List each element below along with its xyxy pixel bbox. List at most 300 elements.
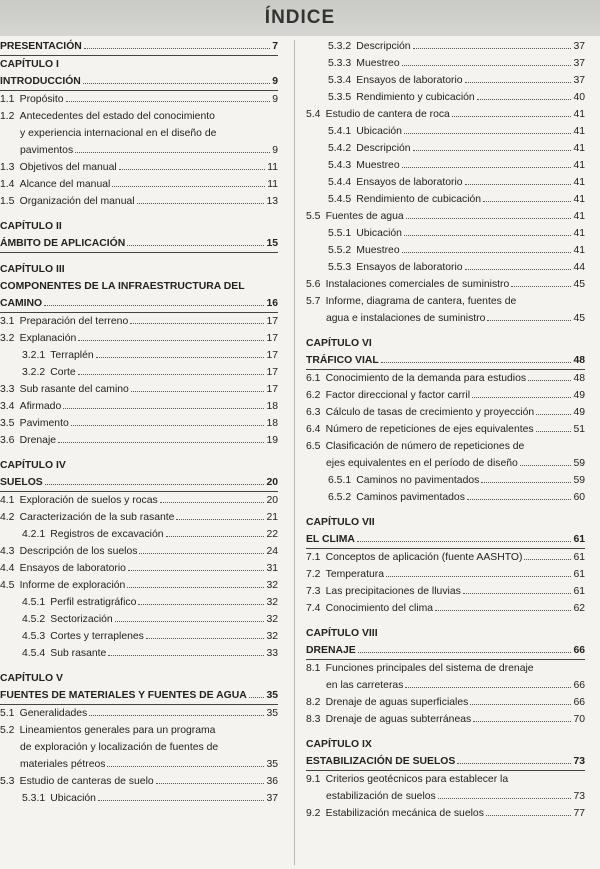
toc-entry-label: 1.4 Alcance del manual xyxy=(0,179,111,190)
toc-entry xyxy=(306,276,585,293)
leader-dots xyxy=(405,687,571,688)
toc-line xyxy=(306,421,585,438)
toc-page-number: 13 xyxy=(266,196,278,207)
toc-line xyxy=(306,106,585,123)
toc-entry-label: 3.5 Pavimento xyxy=(0,418,69,429)
toc-page-number: 17 xyxy=(266,316,278,327)
toc-line xyxy=(306,753,585,770)
toc-line xyxy=(306,549,585,566)
leader-dots xyxy=(89,715,264,716)
toc-entry xyxy=(306,55,585,72)
leader-dots xyxy=(108,655,264,656)
leader-dots xyxy=(435,610,571,611)
leader-dots xyxy=(75,152,270,153)
toc-page-number: 41 xyxy=(573,143,585,154)
toc-page-number: 59 xyxy=(573,475,585,486)
toc-entry xyxy=(306,157,585,174)
leader-dots xyxy=(465,82,572,83)
toc-line xyxy=(328,89,585,106)
toc-line xyxy=(306,455,585,472)
toc-page-number: 19 xyxy=(266,435,278,446)
toc-line xyxy=(306,387,585,404)
leader-dots xyxy=(138,604,264,605)
toc-entry xyxy=(306,566,585,583)
toc-entry-label: 6.2 Factor direccional y factor carril xyxy=(306,390,470,401)
leader-dots xyxy=(473,721,571,722)
toc-line xyxy=(0,492,278,509)
leader-dots xyxy=(45,484,265,485)
toc-entry xyxy=(0,364,278,381)
leader-dots xyxy=(98,800,265,801)
toc-entry-label: 5.6 Instalaciones comerciales de suministro xyxy=(306,279,510,290)
toc-entry xyxy=(0,38,278,56)
toc-entry xyxy=(0,176,278,193)
column-divider xyxy=(294,40,295,865)
leader-dots xyxy=(477,99,572,100)
toc-page-number: 45 xyxy=(573,279,585,290)
toc-entry xyxy=(0,347,278,364)
toc-entry xyxy=(306,404,585,421)
toc-line xyxy=(328,55,585,72)
leader-dots xyxy=(78,374,265,375)
toc-line xyxy=(0,73,278,90)
leader-dots xyxy=(127,587,264,588)
toc-entry xyxy=(306,421,585,438)
toc-line xyxy=(0,235,278,252)
chapter-heading: CAPÍTULO IX xyxy=(306,739,372,750)
toc-page-number: 20 xyxy=(266,477,278,488)
toc-entry xyxy=(0,628,278,645)
toc-entry xyxy=(0,560,278,577)
leader-dots xyxy=(96,357,265,358)
toc-entry-label: agua e instalaciones de suministro xyxy=(326,313,486,324)
toc-line xyxy=(0,705,278,722)
toc-entry-label: 5.3.4 Ensayos de laboratorio xyxy=(328,75,463,86)
toc-entry xyxy=(0,492,278,509)
leader-dots xyxy=(44,305,264,306)
toc-page-number: 61 xyxy=(573,534,585,545)
toc-entry-label: CAMINO xyxy=(0,298,43,309)
toc-entry xyxy=(0,645,278,662)
leader-dots xyxy=(176,519,264,520)
toc-entry xyxy=(0,509,278,526)
toc-page-number: 70 xyxy=(573,714,585,725)
toc-line xyxy=(306,208,585,225)
toc-page-number: 7 xyxy=(272,41,278,52)
toc-page-number: 48 xyxy=(573,355,585,366)
toc-entry xyxy=(306,225,585,242)
toc-entry xyxy=(0,722,278,773)
toc-line xyxy=(0,295,278,312)
toc-line xyxy=(306,566,585,583)
toc-page-number: 44 xyxy=(573,262,585,273)
leader-dots xyxy=(131,391,265,392)
toc-entry-text-line: 1.2 Antecedentes del estado del conocimiento xyxy=(0,111,215,122)
toc-entry xyxy=(306,259,585,276)
toc-page-number: 37 xyxy=(573,58,585,69)
leader-dots xyxy=(472,397,571,398)
toc-page-number: 37 xyxy=(573,75,585,86)
leader-dots xyxy=(58,442,264,443)
toc-line xyxy=(0,474,278,491)
toc-entry xyxy=(0,73,278,91)
toc-entry-label: 1.3 Objetivos del manual xyxy=(0,162,117,173)
toc-entry-label: 5.4.5 Rendimiento de cubicación xyxy=(328,194,482,205)
toc-entry-label: 5.5.1 Ubicación xyxy=(328,228,402,239)
toc-line xyxy=(328,489,585,506)
chapter-heading: CAPÍTULO IV xyxy=(0,460,66,471)
toc-entry xyxy=(306,174,585,191)
spacer xyxy=(0,662,278,670)
toc-entry-label: PRESENTACIÓN xyxy=(0,41,82,52)
leader-dots xyxy=(413,150,572,151)
toc-entry-label: 5.1 Generalidades xyxy=(0,708,88,719)
toc-page-number: 41 xyxy=(573,194,585,205)
toc-page-number: 17 xyxy=(266,384,278,395)
toc-page-number: 73 xyxy=(573,791,585,802)
leader-dots xyxy=(467,499,572,500)
toc-right-column xyxy=(306,38,585,822)
leader-dots xyxy=(470,704,571,705)
chapter-heading: CAPÍTULO II xyxy=(0,221,62,232)
toc-line xyxy=(328,191,585,208)
toc-entry xyxy=(306,352,585,370)
leader-dots xyxy=(78,340,264,341)
toc-entry xyxy=(306,642,585,660)
toc-entry-label: 1.1 Propósito xyxy=(0,94,64,105)
leader-dots xyxy=(536,431,572,432)
leader-dots xyxy=(483,201,571,202)
toc-line xyxy=(328,72,585,89)
spacer xyxy=(306,506,585,514)
toc-page-number: 41 xyxy=(573,160,585,171)
toc-entry xyxy=(306,140,585,157)
toc-page-number: 17 xyxy=(266,367,278,378)
toc-line xyxy=(22,347,278,364)
toc-entry xyxy=(306,106,585,123)
toc-left-column xyxy=(0,38,278,807)
toc-line xyxy=(328,259,585,276)
toc-line xyxy=(328,225,585,242)
toc-line xyxy=(0,577,278,594)
toc-entry xyxy=(306,694,585,711)
toc-entry-text-line: 9.1 Criterios geotécnicos para establecer la xyxy=(306,774,509,785)
leader-dots xyxy=(536,414,571,415)
toc-entry-label: 5.3.5 Rendimiento y cubicación xyxy=(328,92,475,103)
toc-line xyxy=(22,526,278,543)
toc-entry-label: FUENTES DE MATERIALES Y FUENTES DE AGUA xyxy=(0,690,247,701)
toc-entry xyxy=(306,72,585,89)
toc-entry-label: 4.4 Ensayos de laboratorio xyxy=(0,563,126,574)
toc-entry xyxy=(0,790,278,807)
toc-entry-label: 8.2 Drenaje de aguas superficiales xyxy=(306,697,469,708)
toc-entry-label: 4.2.1 Registros de excavación xyxy=(22,529,164,540)
toc-entry xyxy=(306,600,585,617)
toc-page-number: 21 xyxy=(266,512,278,523)
toc-page-number: 9 xyxy=(272,94,278,105)
toc-entry-label: 3.4 Afirmado xyxy=(0,401,62,412)
toc-page-number: 35 xyxy=(266,708,278,719)
chapter-heading: CAPÍTULO VII xyxy=(306,517,375,528)
toc-entry-label: 7.3 Las precipitaciones de lluvias xyxy=(306,586,461,597)
leader-dots xyxy=(487,320,571,321)
toc-entry-text-line: 5.2 Lineamientos generales para un programa xyxy=(0,725,216,736)
toc-entry-label: 4.5.1 Perfil estratigráfico xyxy=(22,597,137,608)
toc-page-number: 18 xyxy=(266,401,278,412)
toc-entry xyxy=(306,370,585,387)
chapter-heading: CAPÍTULO VIII xyxy=(306,628,378,639)
leader-dots xyxy=(463,593,572,594)
toc-page-number: 22 xyxy=(266,529,278,540)
toc-page-number: 33 xyxy=(266,648,278,659)
leader-dots xyxy=(406,218,572,219)
toc-entry-label: 4.5 Informe de exploración xyxy=(0,580,126,591)
toc-line xyxy=(306,276,585,293)
toc-line xyxy=(306,805,585,822)
toc-entry xyxy=(306,242,585,259)
leader-dots xyxy=(112,186,265,187)
leader-dots xyxy=(130,323,264,324)
spacer xyxy=(306,327,585,335)
toc-entry xyxy=(306,660,585,694)
toc-entry xyxy=(0,611,278,628)
toc-line xyxy=(328,140,585,157)
leader-dots xyxy=(402,65,572,66)
leader-dots xyxy=(486,815,572,816)
toc-page-number: 41 xyxy=(573,177,585,188)
toc-entry-label: 6.5.2 Caminos pavimentados xyxy=(328,492,465,503)
leader-dots xyxy=(465,269,572,270)
toc-line xyxy=(0,142,278,159)
toc-entry xyxy=(306,531,585,549)
leader-dots xyxy=(156,783,265,784)
toc-entry xyxy=(0,330,278,347)
toc-line xyxy=(306,404,585,421)
toc-line xyxy=(0,509,278,526)
toc-entry xyxy=(306,489,585,506)
toc-entry-text-line: 5.7 Informe, diagrama de cantera, fuentes de xyxy=(306,296,517,307)
toc-entry xyxy=(306,208,585,225)
spacer xyxy=(306,617,585,625)
toc-line xyxy=(0,330,278,347)
toc-entry xyxy=(306,753,585,771)
toc-entry xyxy=(0,687,278,705)
toc-line xyxy=(306,642,585,659)
toc-entry-label: 5.5.2 Muestreo xyxy=(328,245,400,256)
toc-line xyxy=(306,370,585,387)
chapter-heading: CAPÍTULO I xyxy=(0,59,59,70)
toc-entry-label: en las carreteras xyxy=(326,680,404,691)
toc-line xyxy=(306,531,585,548)
toc-page-number: 35 xyxy=(266,690,278,701)
toc-entry-label: 4.2 Caracterización de la sub rasante xyxy=(0,512,175,523)
leader-dots xyxy=(84,48,270,49)
toc-entry xyxy=(0,381,278,398)
toc-entry-label: TRÁFICO VIAL xyxy=(306,355,379,366)
toc-entry-label: 4.5.3 Cortes y terraplenes xyxy=(22,631,144,642)
toc-entry-label: ejes equivalentes en el período de diseño xyxy=(326,458,518,469)
toc-entry-label: 4.1 Exploración de suelos y rocas xyxy=(0,495,158,506)
toc-page-number: 49 xyxy=(573,390,585,401)
toc-page-number: 45 xyxy=(573,313,585,324)
toc-entry xyxy=(306,89,585,106)
toc-page-number: 61 xyxy=(573,552,585,563)
toc-entry-label: 3.6 Drenaje xyxy=(0,435,57,446)
toc-entry xyxy=(306,123,585,140)
toc-page-number: 24 xyxy=(266,546,278,557)
toc-page-number: 41 xyxy=(573,228,585,239)
toc-line xyxy=(306,600,585,617)
toc-page-number: 16 xyxy=(266,298,278,309)
toc-page-number: 11 xyxy=(267,179,278,190)
leader-dots xyxy=(71,425,265,426)
toc-entry xyxy=(0,313,278,330)
toc-entry-label: 5.3.1 Ubicación xyxy=(22,793,96,804)
toc-page-number: 61 xyxy=(573,586,585,597)
chapter-heading: CAPÍTULO V xyxy=(0,673,63,684)
toc-page-number: 62 xyxy=(573,603,585,614)
toc-entry-label: 8.3 Drenaje de aguas subterráneas xyxy=(306,714,472,725)
toc-line xyxy=(0,193,278,210)
toc-entry-label: 7.2 Temperatura xyxy=(306,569,384,580)
toc-line xyxy=(0,432,278,449)
toc-line xyxy=(22,611,278,628)
toc-entry-label: 5.4.1 Ubicación xyxy=(328,126,402,137)
toc-page-number: 66 xyxy=(573,645,585,656)
toc-page-number: 35 xyxy=(266,759,278,770)
toc-entry-label: 7.4 Conocimiento del clima xyxy=(306,603,434,614)
toc-entry xyxy=(0,705,278,722)
toc-entry xyxy=(306,438,585,472)
toc-entry-label: 5.3 Estudio de canteras de suelo xyxy=(0,776,154,787)
toc-entry-label: 3.2.2 Corte xyxy=(22,367,76,378)
leader-dots xyxy=(413,48,572,49)
toc-line xyxy=(328,157,585,174)
toc-entry-label: 5.4 Estudio de cantera de roca xyxy=(306,109,450,120)
leader-dots xyxy=(386,576,571,577)
toc-entry-text-line: 8.1 Funciones principales del sistema de drenaje xyxy=(306,663,534,674)
leader-dots xyxy=(481,482,571,483)
leader-dots xyxy=(107,766,264,767)
toc-line xyxy=(306,352,585,369)
toc-entry xyxy=(0,398,278,415)
toc-line xyxy=(0,38,278,55)
toc-entry-label: 4.3 Descripción de los suelos xyxy=(0,546,138,557)
toc-entry-text-line: y experiencia internacional en el diseño de xyxy=(20,128,217,139)
leader-dots xyxy=(358,652,572,653)
toc-line xyxy=(22,790,278,807)
toc-entry-label: 5.5 Fuentes de agua xyxy=(306,211,404,222)
toc-entry xyxy=(306,472,585,489)
toc-entry-label: 4.5.2 Sectorización xyxy=(22,614,113,625)
toc-page-number: 32 xyxy=(266,614,278,625)
toc-entry xyxy=(306,387,585,404)
leader-dots xyxy=(160,502,265,503)
toc-page-number: 37 xyxy=(266,793,278,804)
toc-entry-label: 6.1 Conocimiento de la demanda para estudios xyxy=(306,373,527,384)
toc-entry-label: 5.4.3 Muestreo xyxy=(328,160,400,171)
toc-entry xyxy=(306,38,585,55)
toc-line xyxy=(0,543,278,560)
toc-line xyxy=(0,176,278,193)
toc-page-number: 15 xyxy=(266,238,278,249)
toc-line xyxy=(22,645,278,662)
toc-entry xyxy=(0,432,278,449)
leader-dots xyxy=(83,83,270,84)
toc-entry-label: 5.3.3 Muestreo xyxy=(328,58,400,69)
toc-entry xyxy=(306,549,585,566)
toc-line xyxy=(0,773,278,790)
toc-line xyxy=(0,398,278,415)
toc-page-number: 37 xyxy=(573,41,585,52)
toc-line xyxy=(0,313,278,330)
toc-entry-label: 6.4 Número de repeticiones de ejes equivalentes xyxy=(306,424,534,435)
toc-line xyxy=(328,174,585,191)
leader-dots xyxy=(511,286,571,287)
leader-dots xyxy=(146,638,265,639)
leader-dots xyxy=(66,101,271,102)
leader-dots xyxy=(137,203,265,204)
toc-line xyxy=(306,677,585,694)
page-title: ÍNDICE xyxy=(264,7,336,28)
leader-dots xyxy=(139,553,264,554)
leader-dots xyxy=(402,252,572,253)
leader-dots xyxy=(438,798,572,799)
toc-entry-text-line: 6.5 Clasificación de número de repeticiones de xyxy=(306,441,525,452)
leader-dots xyxy=(119,169,266,170)
leader-dots xyxy=(63,408,264,409)
chapter-heading: CAPÍTULO III xyxy=(0,264,65,275)
toc-line xyxy=(328,242,585,259)
toc-entry-label: 9.2 Estabilización mecánica de suelos xyxy=(306,808,484,819)
leader-dots xyxy=(524,559,571,560)
leader-dots xyxy=(249,697,265,698)
toc-entry-label: 3.2 Explanación xyxy=(0,333,77,344)
toc-entry-label: 5.3.2 Descripción xyxy=(328,41,411,52)
spacer xyxy=(306,728,585,736)
toc-line xyxy=(22,594,278,611)
toc-page-number: 41 xyxy=(573,109,585,120)
toc-page-number: 20 xyxy=(266,495,278,506)
toc-entry-label: SUELOS xyxy=(0,477,43,488)
toc-entry xyxy=(0,543,278,560)
toc-entry-label: estabilización de suelos xyxy=(326,791,436,802)
toc-entry xyxy=(306,191,585,208)
toc-page-number: 36 xyxy=(266,776,278,787)
toc-line xyxy=(306,788,585,805)
toc-page-number: 48 xyxy=(573,373,585,384)
toc-entry xyxy=(306,711,585,728)
toc-line xyxy=(0,91,278,108)
toc-entry-label: materiales pétreos xyxy=(20,759,106,770)
toc-entry-label: DRENAJE xyxy=(306,645,356,656)
toc-line xyxy=(306,694,585,711)
toc-line xyxy=(0,756,278,773)
toc-entry xyxy=(306,771,585,805)
leader-dots xyxy=(128,570,265,571)
toc-entry xyxy=(0,526,278,543)
toc-entry xyxy=(0,278,278,313)
toc-page-number: 32 xyxy=(266,597,278,608)
leader-dots xyxy=(404,235,572,236)
toc-entry-label: 5.5.3 Ensayos de laboratorio xyxy=(328,262,463,273)
leader-dots xyxy=(357,541,572,542)
spacer xyxy=(0,210,278,218)
leader-dots xyxy=(404,133,572,134)
toc-line xyxy=(22,364,278,381)
toc-line xyxy=(328,38,585,55)
toc-page-number: 61 xyxy=(573,569,585,580)
